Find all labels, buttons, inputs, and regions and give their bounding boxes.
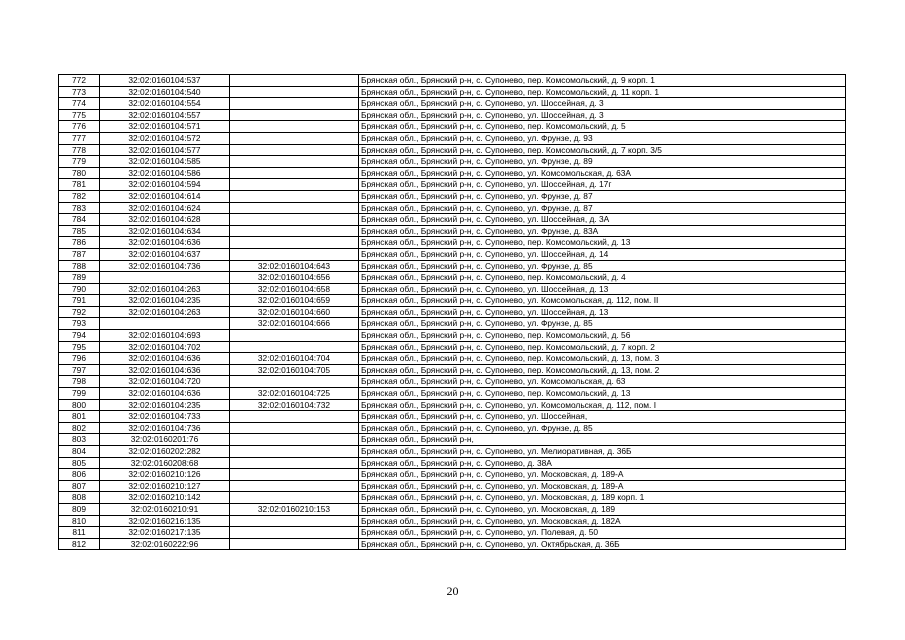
table-row xyxy=(59,469,846,481)
cadastral-number-cell: 32:02:0160104:702 xyxy=(100,341,230,353)
parent-cadastral-number-cell xyxy=(230,422,359,434)
cadastral-number-cell: 32:02:0160210:127 xyxy=(100,480,230,492)
row-number-cell: 800 xyxy=(59,399,100,411)
row-number-cell: 783 xyxy=(59,202,100,214)
address-cell: Брянская обл., Брянский р-н, с. Супонево, ул. Шоссейная, д. 3А xyxy=(359,214,846,226)
cadastral-number-cell: 32:02:0160104:736 xyxy=(100,422,230,434)
address-cell: Брянская обл., Брянский р-н, с. Супонево, ул. Московская, д. 189-А xyxy=(359,469,846,481)
row-number-cell: 788 xyxy=(59,260,100,272)
row-number-cell: 794 xyxy=(59,330,100,342)
address-cell: Брянская обл., Брянский р-н, с. Супонево, ул. Фрунзе, д. 83А xyxy=(359,225,846,237)
table-row xyxy=(59,237,846,249)
table-row xyxy=(59,179,846,191)
row-number-cell: 781 xyxy=(59,179,100,191)
parent-cadastral-number-cell xyxy=(230,214,359,226)
cadastral-number-cell: 32:02:0160104:693 xyxy=(100,330,230,342)
row-number-cell: 812 xyxy=(59,538,100,550)
table-row xyxy=(59,272,846,284)
cadastral-number-cell: 32:02:0160104:585 xyxy=(100,156,230,168)
table-row xyxy=(59,515,846,527)
row-number-cell: 780 xyxy=(59,167,100,179)
table-row xyxy=(59,86,846,98)
cadastral-number-cell: 32:02:0160104:594 xyxy=(100,179,230,191)
cadastral-number-cell: 32:02:0160104:637 xyxy=(100,248,230,260)
cadastral-number-cell: 32:02:0160104:540 xyxy=(100,86,230,98)
address-cell: Брянская обл., Брянский р-н, с. Супонево, ул. Шоссейная, д. 3 xyxy=(359,109,846,121)
parent-cadastral-number-cell xyxy=(230,132,359,144)
cadastral-number-cell: 32:02:0160104:628 xyxy=(100,214,230,226)
table-row xyxy=(59,295,846,307)
row-number-cell: 786 xyxy=(59,237,100,249)
row-number-cell: 810 xyxy=(59,515,100,527)
parent-cadastral-number-cell: 32:02:0160104:705 xyxy=(230,364,359,376)
address-cell: Брянская обл., Брянский р-н, с. Супонево, пер. Комсомольский, д. 11 корп. 1 xyxy=(359,86,846,98)
parent-cadastral-number-cell xyxy=(230,98,359,110)
parent-cadastral-number-cell xyxy=(230,121,359,133)
table-row xyxy=(59,434,846,446)
address-cell: Брянская обл., Брянский р-н, с. Супонево, ул. Шоссейная, д. 3 xyxy=(359,98,846,110)
address-cell: Брянская обл., Брянский р-н, с. Супонево, ул. Фрунзе, д. 87 xyxy=(359,202,846,214)
row-number-cell: 779 xyxy=(59,156,100,168)
address-cell: Брянская обл., Брянский р-н, с. Супонево, ул. Шоссейная, д. 13 xyxy=(359,283,846,295)
row-number-cell: 793 xyxy=(59,318,100,330)
table-row xyxy=(59,132,846,144)
cadastral-number-cell: 32:02:0160104:571 xyxy=(100,121,230,133)
table-row xyxy=(59,341,846,353)
address-cell: Брянская обл., Брянский р-н, с. Супонево, ул. Шоссейная, д. 13 xyxy=(359,306,846,318)
row-number-cell: 775 xyxy=(59,109,100,121)
address-cell: Брянская обл., Брянский р-н, с. Супонево, ул. Шоссейная, xyxy=(359,411,846,423)
parent-cadastral-number-cell xyxy=(230,480,359,492)
address-cell: Брянская обл., Брянский р-н, с. Супонево, пер. Комсомольский, д. 13 xyxy=(359,237,846,249)
row-number-cell: 789 xyxy=(59,272,100,284)
address-cell: Брянская обл., Брянский р-н, с. Супонево, пер. Комсомольский, д. 7 корп. 3/5 xyxy=(359,144,846,156)
address-cell: Брянская обл., Брянский р-н, xyxy=(359,434,846,446)
cadastral-number-cell: 32:02:0160104:636 xyxy=(100,388,230,400)
row-number-cell: 804 xyxy=(59,446,100,458)
table-row xyxy=(59,75,846,87)
parent-cadastral-number-cell xyxy=(230,202,359,214)
address-cell: Брянская обл., Брянский р-н, с. Супонево, ул. Комсомольская, д. 63 xyxy=(359,376,846,388)
cadastral-number-cell: 32:02:0160104:733 xyxy=(100,411,230,423)
parent-cadastral-number-cell xyxy=(230,457,359,469)
row-number-cell: 803 xyxy=(59,434,100,446)
cadastral-number-cell: 32:02:0160216:135 xyxy=(100,515,230,527)
table-row xyxy=(59,144,846,156)
table-row xyxy=(59,260,846,272)
row-number-cell: 806 xyxy=(59,469,100,481)
cadastral-number-cell: 32:02:0160104:736 xyxy=(100,260,230,272)
table-row xyxy=(59,98,846,110)
row-number-cell: 797 xyxy=(59,364,100,376)
address-cell: Брянская обл., Брянский р-н, с. Супонево, ул. Фрунзе, д. 85 xyxy=(359,422,846,434)
parent-cadastral-number-cell xyxy=(230,179,359,191)
cadastral-number-cell: 32:02:0160104:263 xyxy=(100,283,230,295)
table-row xyxy=(59,248,846,260)
table-row xyxy=(59,109,846,121)
parent-cadastral-number-cell xyxy=(230,86,359,98)
row-number-cell: 807 xyxy=(59,480,100,492)
row-number-cell: 782 xyxy=(59,190,100,202)
table-row xyxy=(59,330,846,342)
address-cell: Брянская обл., Брянский р-н, с. Супонево, ул. Комсомольская, д. 63А xyxy=(359,167,846,179)
cadastral-number-cell: 32:02:0160104:572 xyxy=(100,132,230,144)
parent-cadastral-number-cell xyxy=(230,167,359,179)
table-row xyxy=(59,353,846,365)
parent-cadastral-number-cell xyxy=(230,237,359,249)
parent-cadastral-number-cell xyxy=(230,469,359,481)
row-number-cell: 799 xyxy=(59,388,100,400)
table-row xyxy=(59,306,846,318)
parent-cadastral-number-cell: 32:02:0160104:666 xyxy=(230,318,359,330)
parent-cadastral-number-cell: 32:02:0160104:643 xyxy=(230,260,359,272)
address-cell: Брянская обл., Брянский р-н, с. Супонево, пер. Комсомольский, д. 13, пом. 2 xyxy=(359,364,846,376)
address-cell: Брянская обл., Брянский р-н, с. Супонево, пер. Комсомольский, д. 56 xyxy=(359,330,846,342)
parent-cadastral-number-cell xyxy=(230,376,359,388)
row-number-cell: 787 xyxy=(59,248,100,260)
table-row xyxy=(59,167,846,179)
parent-cadastral-number-cell: 32:02:0160104:656 xyxy=(230,272,359,284)
row-number-cell: 791 xyxy=(59,295,100,307)
table-row xyxy=(59,190,846,202)
cadastral-number-cell: 32:02:0160104:263 xyxy=(100,306,230,318)
cadastral-number-cell: 32:02:0160104:636 xyxy=(100,237,230,249)
table-row xyxy=(59,538,846,550)
cadastral-number-cell: 32:02:0160104:554 xyxy=(100,98,230,110)
parent-cadastral-number-cell xyxy=(230,341,359,353)
cadastral-number-cell: 32:02:0160104:636 xyxy=(100,353,230,365)
table-row xyxy=(59,457,846,469)
address-cell: Брянская обл., Брянский р-н, с. Супонево, пер. Комсомольский, д. 9 корп. 1 xyxy=(359,75,846,87)
table-row xyxy=(59,318,846,330)
row-number-cell: 776 xyxy=(59,121,100,133)
row-number-cell: 796 xyxy=(59,353,100,365)
row-number-cell: 809 xyxy=(59,503,100,515)
parent-cadastral-number-cell: 32:02:0160104:660 xyxy=(230,306,359,318)
cadastral-number-cell: 32:02:0160202:282 xyxy=(100,446,230,458)
table-row xyxy=(59,503,846,515)
address-cell: Брянская обл., Брянский р-н, с. Супонево, пер. Комсомольский, д. 13, пом. 3 xyxy=(359,353,846,365)
page-number: 20 xyxy=(446,584,459,598)
cadastral-number-cell: 32:02:0160201:76 xyxy=(100,434,230,446)
parent-cadastral-number-cell xyxy=(230,190,359,202)
parent-cadastral-number-cell xyxy=(230,248,359,260)
address-cell: Брянская обл., Брянский р-н, с. Супонево, ул. Шоссейная, д. 17г xyxy=(359,179,846,191)
parent-cadastral-number-cell xyxy=(230,109,359,121)
cadastral-number-cell: 32:02:0160104:634 xyxy=(100,225,230,237)
parent-cadastral-number-cell xyxy=(230,446,359,458)
address-cell: Брянская обл., Брянский р-н, с. Супонево, ул. Московская, д. 182А xyxy=(359,515,846,527)
address-cell: Брянская обл., Брянский р-н, с. Супонево, ул. Московская, д. 189-А xyxy=(359,480,846,492)
cadastral-number-cell: 32:02:0160217:135 xyxy=(100,527,230,539)
cadastral-number-cell: 32:02:0160104:614 xyxy=(100,190,230,202)
address-cell: Брянская обл., Брянский р-н, с. Супонево, ул. Московская, д. 189 корп. 1 xyxy=(359,492,846,504)
table-row xyxy=(59,399,846,411)
address-cell: Брянская обл., Брянский р-н, с. Супонево, ул. Шоссейная, д. 14 xyxy=(359,248,846,260)
table-row xyxy=(59,411,846,423)
table-row xyxy=(59,214,846,226)
row-number-cell: 772 xyxy=(59,75,100,87)
parent-cadastral-number-cell: 32:02:0160104:725 xyxy=(230,388,359,400)
table-row xyxy=(59,156,846,168)
table-row xyxy=(59,422,846,434)
parent-cadastral-number-cell xyxy=(230,538,359,550)
address-cell: Брянская обл., Брянский р-н, с. Супонево, ул. Октябрьская, д. 36Б xyxy=(359,538,846,550)
address-cell: Брянская обл., Брянский р-н, с. Супонево, ул. Фрунзе, д. 85 xyxy=(359,318,846,330)
table-row xyxy=(59,527,846,539)
address-cell: Брянская обл., Брянский р-н, с. Супонево, пер. Комсомольский, д. 13 xyxy=(359,388,846,400)
table-row xyxy=(59,202,846,214)
address-cell: Брянская обл., Брянский р-н, с. Супонево, ул. Московская, д. 189 xyxy=(359,503,846,515)
parent-cadastral-number-cell xyxy=(230,527,359,539)
cadastral-number-cell: 32:02:0160104:557 xyxy=(100,109,230,121)
cadastral-number-cell: 32:02:0160210:142 xyxy=(100,492,230,504)
address-cell: Брянская обл., Брянский р-н, с. Супонево, ул. Фрунзе, д. 87 xyxy=(359,190,846,202)
table-body xyxy=(59,75,846,550)
row-number-cell: 774 xyxy=(59,98,100,110)
parent-cadastral-number-cell xyxy=(230,225,359,237)
table-row xyxy=(59,376,846,388)
address-cell: Брянская обл., Брянский р-н, с. Супонево, пер. Комсомольский, д. 4 xyxy=(359,272,846,284)
parent-cadastral-number-cell xyxy=(230,330,359,342)
table-row xyxy=(59,121,846,133)
parent-cadastral-number-cell xyxy=(230,156,359,168)
address-cell: Брянская обл., Брянский р-н, с. Супонево, ул. Мелиоративная, д. 36Б xyxy=(359,446,846,458)
cadastral-number-cell: 32:02:0160210:91 xyxy=(100,503,230,515)
cadastral-number-cell: 32:02:0160104:624 xyxy=(100,202,230,214)
cadastral-number-cell: 32:02:0160104:720 xyxy=(100,376,230,388)
address-cell: Брянская обл., Брянский р-н, с. Супонево, пер. Комсомольский, д. 5 xyxy=(359,121,846,133)
cadastral-number-cell: 32:02:0160104:636 xyxy=(100,364,230,376)
parent-cadastral-number-cell: 32:02:0160104:658 xyxy=(230,283,359,295)
table-row xyxy=(59,225,846,237)
parent-cadastral-number-cell: 32:02:0160104:659 xyxy=(230,295,359,307)
parent-cadastral-number-cell xyxy=(230,411,359,423)
parent-cadastral-number-cell xyxy=(230,492,359,504)
cadastral-number-cell: 32:02:0160210:126 xyxy=(100,469,230,481)
cadastral-number-cell: 32:02:0160104:235 xyxy=(100,295,230,307)
row-number-cell: 805 xyxy=(59,457,100,469)
row-number-cell: 778 xyxy=(59,144,100,156)
table-row xyxy=(59,364,846,376)
address-cell: Брянская обл., Брянский р-н, с. Супонево, пер. Комсомольский, д. 7 корп. 2 xyxy=(359,341,846,353)
cadastral-number-cell: 32:02:0160222:96 xyxy=(100,538,230,550)
row-number-cell: 808 xyxy=(59,492,100,504)
address-cell: Брянская обл., Брянский р-н, с. Супонево, ул. Комсомольская, д. 112, пом. II xyxy=(359,295,846,307)
address-cell: Брянская обл., Брянский р-н, с. Супонево, ул. Комсомольская, д. 112, пом. I xyxy=(359,399,846,411)
address-cell: Брянская обл., Брянский р-н, с. Супонево, ул. Фрунзе, д. 93 xyxy=(359,132,846,144)
address-cell: Брянская обл., Брянский р-н, с. Супонево, ул. Фрунзе, д. 89 xyxy=(359,156,846,168)
parent-cadastral-number-cell: 32:02:0160210:153 xyxy=(230,503,359,515)
row-number-cell: 811 xyxy=(59,527,100,539)
row-number-cell: 784 xyxy=(59,214,100,226)
table-row xyxy=(59,446,846,458)
cadastral-number-cell: 32:02:0160104:586 xyxy=(100,167,230,179)
row-number-cell: 777 xyxy=(59,132,100,144)
parent-cadastral-number-cell: 32:02:0160104:732 xyxy=(230,399,359,411)
table-row xyxy=(59,388,846,400)
row-number-cell: 802 xyxy=(59,422,100,434)
row-number-cell: 785 xyxy=(59,225,100,237)
row-number-cell: 792 xyxy=(59,306,100,318)
address-cell: Брянская обл., Брянский р-н, с. Супонево, ул. Фрунзе, д. 85 xyxy=(359,260,846,272)
row-number-cell: 773 xyxy=(59,86,100,98)
row-number-cell: 801 xyxy=(59,411,100,423)
address-cell: Брянская обл., Брянский р-н, с. Супонево, ул. Полевая, д. 50 xyxy=(359,527,846,539)
parent-cadastral-number-cell xyxy=(230,515,359,527)
row-number-cell: 795 xyxy=(59,341,100,353)
cadastral-number-cell: 32:02:0160208:68 xyxy=(100,457,230,469)
table-row xyxy=(59,492,846,504)
cadastral-number-cell xyxy=(100,272,230,284)
table-row xyxy=(59,480,846,492)
row-number-cell: 798 xyxy=(59,376,100,388)
parent-cadastral-number-cell xyxy=(230,75,359,87)
table-row xyxy=(59,283,846,295)
cadastral-table xyxy=(58,74,846,550)
cadastral-number-cell: 32:02:0160104:537 xyxy=(100,75,230,87)
cadastral-number-cell: 32:02:0160104:235 xyxy=(100,399,230,411)
cadastral-number-cell xyxy=(100,318,230,330)
parent-cadastral-number-cell: 32:02:0160104:704 xyxy=(230,353,359,365)
cadastral-number-cell: 32:02:0160104:577 xyxy=(100,144,230,156)
row-number-cell: 790 xyxy=(59,283,100,295)
address-cell: Брянская обл., Брянский р-н, с. Супонево, д. 38А xyxy=(359,457,846,469)
parent-cadastral-number-cell xyxy=(230,434,359,446)
parent-cadastral-number-cell xyxy=(230,144,359,156)
